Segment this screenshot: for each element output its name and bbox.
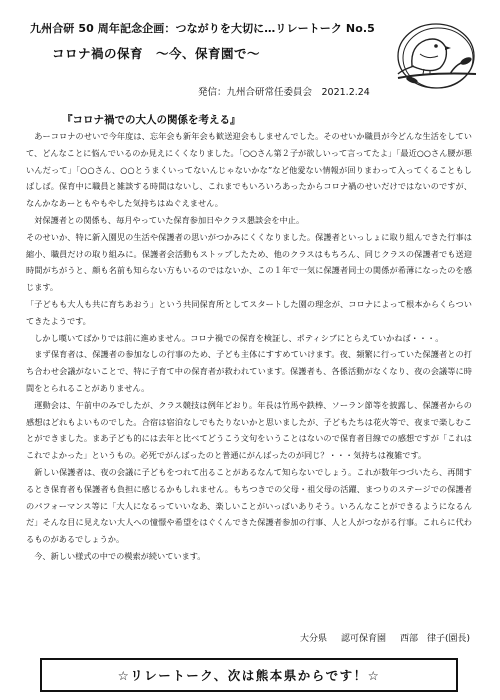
paragraph: 今、新しい様式の中での模索が続いています。: [26, 550, 206, 561]
signature: [300, 631, 470, 644]
signature-prefecture: 大分県: [299, 634, 327, 644]
paragraph: あーコロナのせいで今年度は、忘年会も新年会も歓送迎会もしませんでした。そのせいか職員が今どんな生活をしていて、どんなことに悩んでいるのか見えにくくなりました。「○○さん第２子が欲しいって言ってたよ」「最近○○さん腰が悪いんだって」「○○さん、○○とうまくいってないんじゃないかな”など他愛ない情報が回りまわって入ってくることもしばしば。保育中に職員と雑談する時間はないし、これまでもいろいろあったからコロナ禍のせいだけではないのですが、なんかなあーともやもやした気持ちはぬぐえません。: [26, 131, 472, 209]
paragraph: 「子どもも大人も共に育ちあおう」という共同保育所としてスタートした園の理念が、コロナによって根本からくらついてきたようです。: [26, 298, 472, 326]
paragraph: まず保育者は、保護者の参加なしの行事のため、子ども主体にすすめていけます。夜、頻繁に行っていた保護者との打ち合わせ会議がないことで、特に子育て中の保育者が救われています。保護者も、各係活動がなくなり、夜の会議等に時間をとられることがありません。: [26, 349, 472, 393]
article-body: [26, 128, 472, 565]
bird-on-branch-icon: [390, 16, 482, 102]
signature-author: 西部 律子(園長): [399, 634, 470, 644]
header-issuer: 発信：九州合研常任委員会 2021.2.24: [198, 87, 370, 98]
header: [12, 8, 488, 102]
header-subtitle: コロナ禍の保育 ～今、保育園で～: [52, 46, 261, 61]
signature-nursery: 認可保育園: [340, 634, 386, 644]
paragraph: 新しい保護者は、夜の会議に子どもをつれて出ることがあるなんて知らないでしょう。これが数年つづいたら、再開するとき保育者も保護者も負担に感じるかもしれません。もちつきでの父母・祖父母の活躍、まつりのステージでの保護者のパフォーマンス等に「大人になるっていいなあ、楽しいことがいっぱいありそう。いろんなことができるようになるんだ」そんな目に見えない大人への憧憬や希望をはぐくんできた保護者参加の行事、人と人がつながる行事。これらに代わるものがあるでしょうか。: [26, 466, 472, 545]
paragraph: 運動会は、午前中のみでしたが、クラス競技は例年どおり。年長は竹馬や鉄棒、ソーラン節等を披露し、保護者からの感想はどれもよいものでした。合宿は宿泊なしでもたりないかと思いましたが、子どもたちは花火等で、夜まで楽しむことができました。まあ子ども的には去年と比べてどうこう文句をいうことはないので保育者目線での感想ですが「これはこれでよかった」というもの。必死でがんばったのと普通にがんばったのが同じ？・・・気持ちは複雑です。: [26, 399, 472, 461]
paragraph: そのせいか、特に新入園児の生活や保護者の思いがつかみにくくなりました。保護者といっしょに取り組んできた行事は縮小、職員だけの取り組みに。保護者会活動もストップしたため、他のクラスはもちろん、同じクラスの保護者でも送迎時間がちがうと、顔も名前も知らない方もいるのではないか、この１年で一気に保護者同士の関係が希薄になったのを感じます。: [26, 231, 472, 293]
footer-box: [40, 658, 458, 692]
paragraph: 対保護者との関係も、毎月やっていた保育参加日やクラス懇談会を中止。: [26, 214, 305, 225]
footer-text: ☆リレートーク、次は熊本県からです！☆: [117, 668, 381, 683]
article-heading: 『コロナ禍での大人の関係を考える』: [62, 114, 241, 126]
header-title: 九州合研 50 周年記念企画：つながりを大切に…リレートーク No.5: [30, 22, 375, 35]
paragraph: しかし嘆いてばかりでは前に進めません。コロナ禍での保育を検証し、ポティシブにとらえていかねば・・・。: [26, 332, 444, 343]
